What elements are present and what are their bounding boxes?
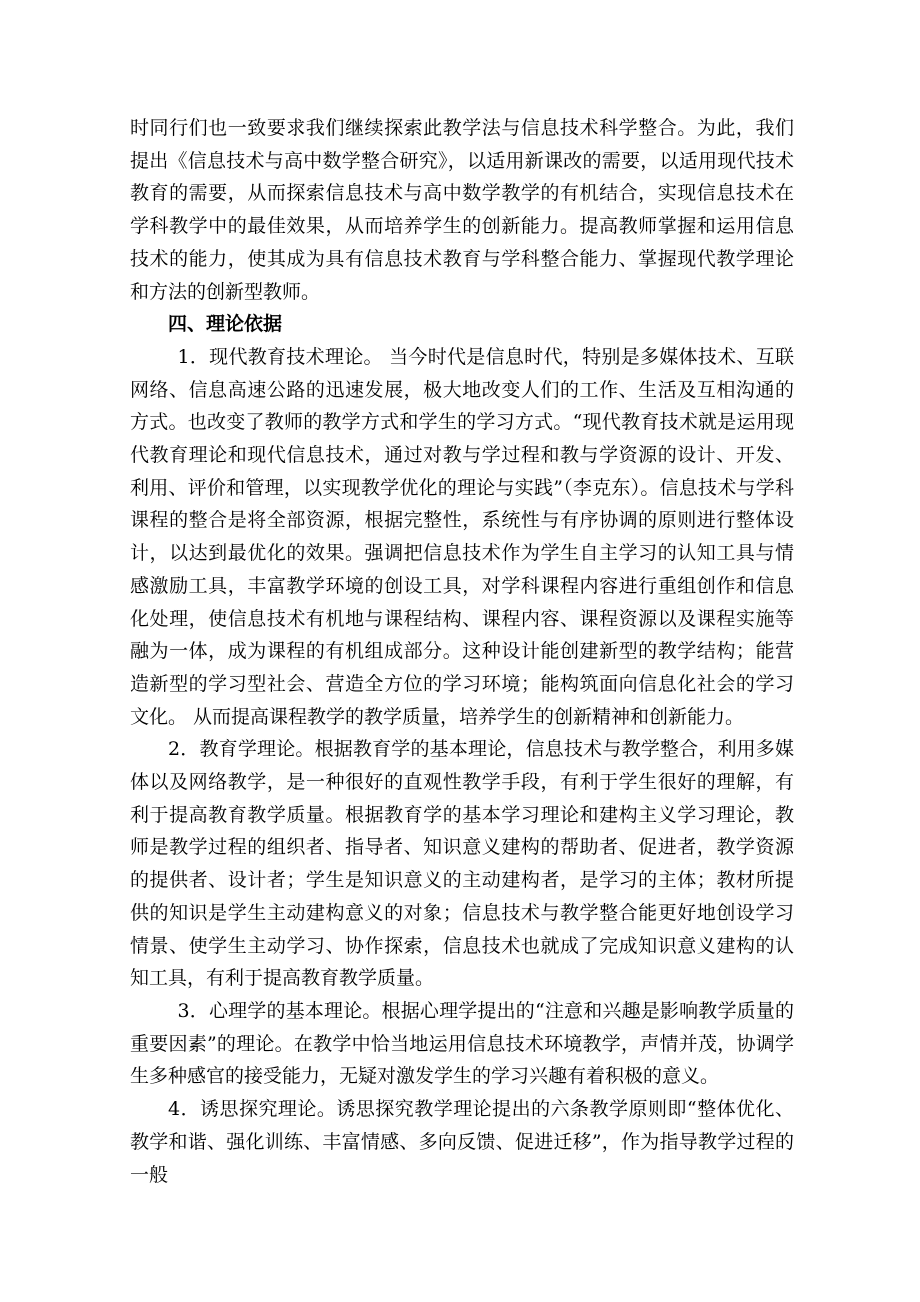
- paragraph-pedagogy-theory: 2．教育学理论。根据教育学的基本理论，信息技术与教学整合，利用多媒体以及网络教学，是一种很好的直观性教学手段，有利于学生很好的理解，有利于提高教育教学质量。根据教育学的基本学习理论和建构主义学习理论，教师是教学过程的组织者、指导者、知识意义建构的帮助者、促进者，教学资源的提供者、设计者；学生是知识意义的主动建构者，是学习的主体；教材所提供的知识是学生主动建构意义的对象；信息技术与教学整合能更好地创设学习情景、使学生主动学习、协作探索，信息技术也就成了完成知识意义建构的认知工具，有利于提高教育教学质量。: [130, 738, 794, 990]
- section-heading-theory-basis: 四、理论依据: [168, 313, 283, 336]
- paragraph-intro: 时同行们也一致要求我们继续探索此教学法与信息技术科学整合。为此，我们提出《信息技术与高中数学整合研究》，以适用新课改的需要，以适用现代技术教育的需要，从而探索信息技术与高中数学教学的有机结合，实现信息技术在学科教学中的最佳效果，从而培养学生的创新能力。提高教师掌握和运用信息技术的能力，使其成为具有信息技术教育与学科整合能力、掌握现代教学理论和方法的创新型教师。: [130, 117, 794, 303]
- paragraph-modern-education-technology: 1．现代教育技术理论。 当今时代是信息时代，特别是多媒体技术、互联网络、信息高速公路的迅速发展，极大地改变人们的工作、生活及互相沟通的方式。也改变了教师的教学方式和学生的学习方式。“现代教育技术就是运用现代教育理论和现代信息技术，通过对教与学过程和教与学资源的设计、开发、利用、评价和管理，以实现教学优化的理论与实践”（李克东）。信息技术与学科课程的整合是将全部资源，根据完整性，系统性与有序协调的原则进行整体设计，以达到最优化的效果。强调把信息技术作为学生自主学习的认知工具与情感激励工具，丰富教学环境的创设工具，对学科课程内容进行重组创作和信息化处理，使信息技术有机地与课程结构、课程内容、课程资源以及课程实施等融为一体，成为课程的有机组成部分。这种设计能创建新型的教学结构；能营造新型的学习型社会、营造全方位的学习环境；能构筑面向信息化社会的学习文化。 从而提高课程教学的教学质量，培养学生的创新精神和创新能力。: [130, 345, 794, 728]
- document-body: [130, 112, 794, 1191]
- paragraph-inquiry-theory: 4．诱思探究理论。诱思探究教学理论提出的六条教学原则即“整体优化、教学和谐、强化训练、丰富情感、多向反馈、促进迁移”，作为指导教学过程的一般: [130, 1098, 794, 1186]
- paragraph-psychology-theory: 3．心理学的基本理论。根据心理学提出的“注意和兴趣是影响教学质量的重要因素”的理论。在教学中恰当地运用信息技术环境教学，声情并茂，协调学生多种感官的接受能力，无疑对激发学生的学习兴趣有着积极的意义。: [130, 999, 794, 1088]
